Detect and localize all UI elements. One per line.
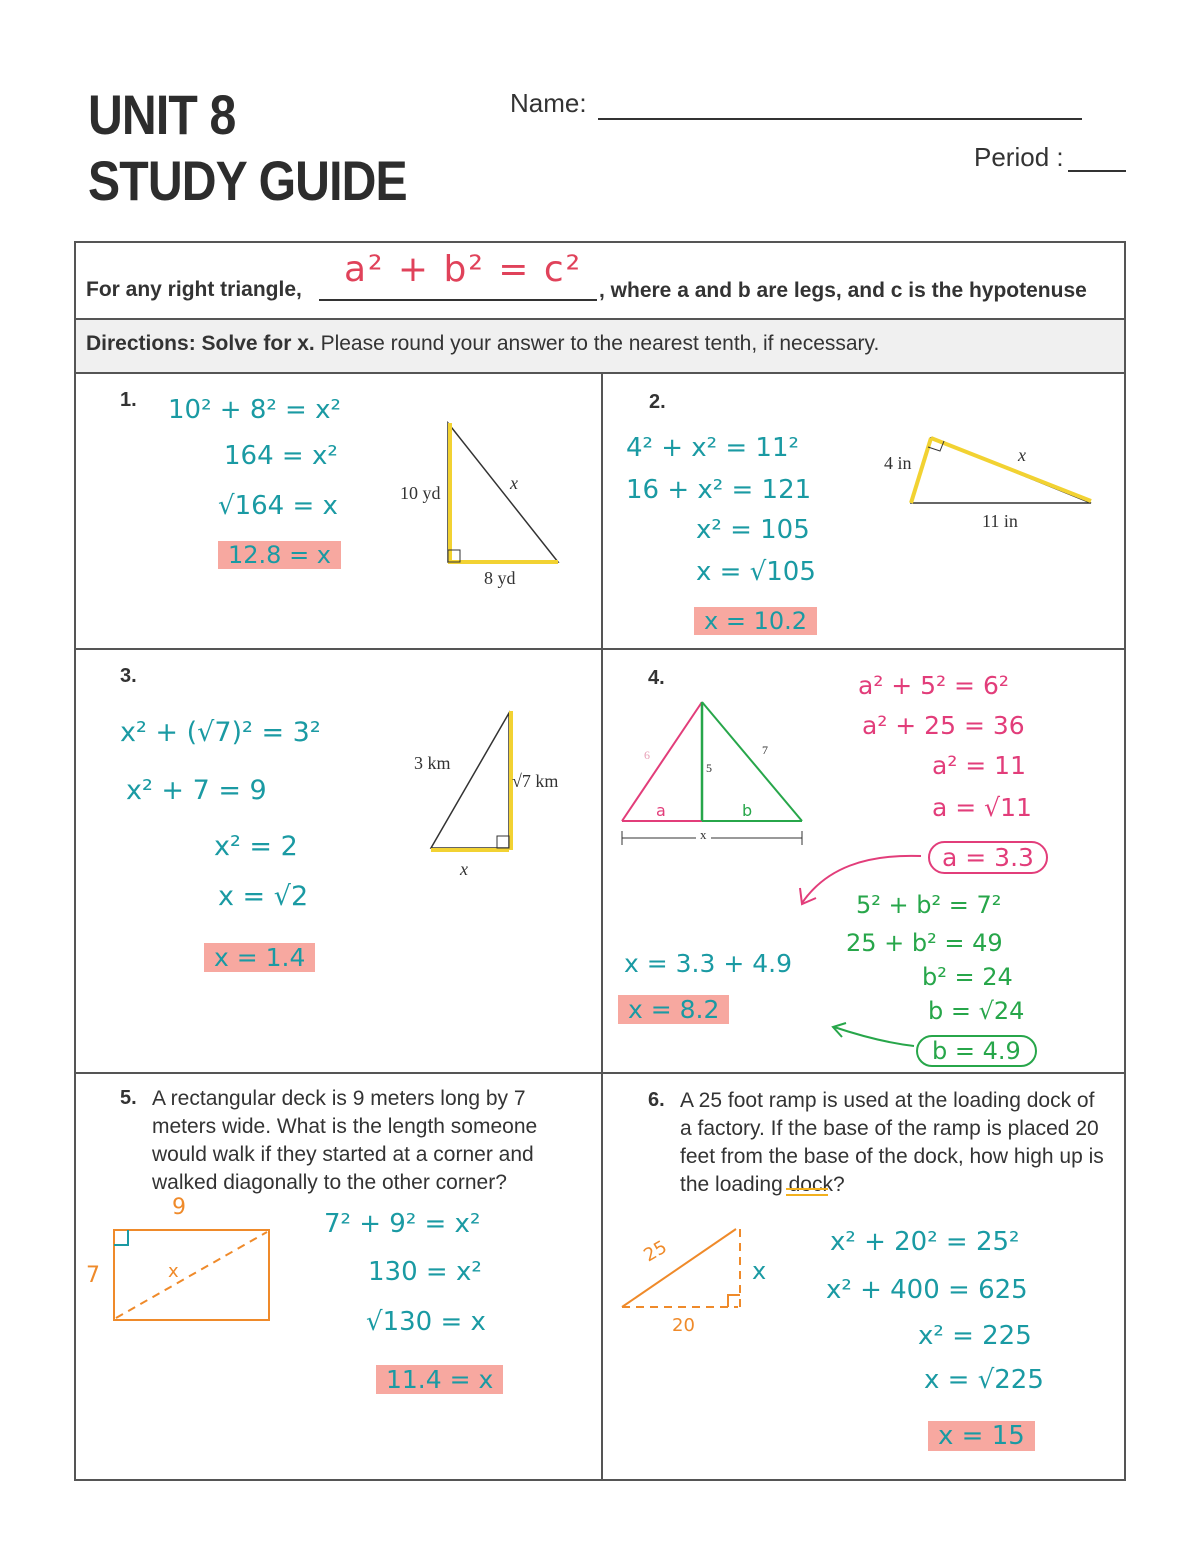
work-line: x² = 2 (214, 831, 298, 862)
work-line: x = √2 (218, 881, 309, 912)
side-label: 6 (644, 748, 650, 762)
period-label: Period : (974, 142, 1064, 172)
arrow-icon (828, 1021, 918, 1051)
work-line: x = √225 (924, 1365, 1044, 1395)
title-line-2: STUDY GUIDE (88, 149, 407, 212)
answer-highlight: x = 10.2 (694, 607, 817, 635)
side-label: √7 km (512, 771, 559, 791)
problem-number: 2. (649, 391, 666, 413)
work-line: 10² + 8² = x² (168, 395, 341, 425)
problem-number: 3. (120, 665, 137, 687)
grid-divider-row-2 (76, 1072, 1124, 1074)
grid-divider-row-1 (76, 648, 1124, 650)
work-line: 16 + x² = 121 (626, 475, 812, 505)
work-line: x² + 400 = 625 (826, 1275, 1028, 1305)
directions-bold: Directions: Solve for x. (86, 332, 315, 355)
problem-text: A rectangular deck is 9 meters long by 7 meters wide. What is the length someone would walk if they started at a corner and walked diagonally to the other corner? (152, 1087, 538, 1194)
formula-prefix: For any right triangle, (86, 278, 302, 301)
work-line: a² = 11 (932, 751, 1026, 780)
problem-number: 5. (120, 1087, 137, 1109)
grid-divider-vertical (601, 374, 603, 1481)
work-line: x² = 225 (918, 1321, 1032, 1351)
answer-highlight: 12.8 = x (218, 541, 341, 569)
work-line: 7² + 9² = x² (324, 1209, 481, 1239)
triangle-diagram (906, 433, 1096, 508)
work-line: b = √24 (928, 997, 1025, 1025)
side-label: b (742, 801, 753, 820)
work-line: x² + 7 = 9 (126, 775, 267, 806)
worksheet-table (74, 241, 1126, 1481)
work-line: x = 3.3 + 4.9 (624, 949, 792, 978)
side-label: 25 (640, 1236, 671, 1267)
side-label: 3 km (414, 753, 451, 773)
work-line: 5² + b² = 7² (856, 891, 1002, 919)
work-line: 25 + b² = 49 (846, 929, 1003, 957)
answer-highlight: 11.4 = x (376, 1365, 503, 1394)
formula-suffix: , where a and b are legs, and c is the hypotenuse (599, 279, 1087, 302)
side-label: x (696, 827, 711, 843)
work-line: a = √11 (932, 793, 1032, 822)
work-line: x² + (√7)² = 3² (120, 717, 321, 748)
side-label: a (656, 801, 666, 820)
directions-rest: Please round your answer to the nearest tenth, if necessary. (314, 332, 880, 355)
problem-number: 1. (120, 389, 137, 411)
problem-number: 4. (648, 667, 665, 689)
work-line: x² = 105 (696, 515, 810, 545)
work-line: b² = 24 (922, 963, 1013, 991)
side-label: 7 (86, 1263, 100, 1288)
directions-text (86, 332, 879, 356)
formula-row (76, 243, 1124, 320)
work-line: x = √105 (696, 557, 816, 587)
side-label: 11 in (982, 511, 1018, 531)
answer-highlight: x = 1.4 (204, 943, 315, 972)
underline-mark (784, 1185, 834, 1201)
directions-row (76, 320, 1124, 374)
triangle-diagram (616, 698, 811, 858)
triangle-diagram (616, 1223, 746, 1313)
work-line: 130 = x² (368, 1257, 482, 1287)
problem-text: A 25 foot ramp is used at the loading dock of a factory. If the base of the ramp is placed 20 feet from the base of the dock, how high up is the loading dock? (680, 1089, 1104, 1196)
work-line: x² + 20² = 25² (830, 1227, 1020, 1257)
side-label: 9 (172, 1195, 186, 1220)
triangle-diagram (426, 708, 516, 853)
side-label: 10 yd (400, 483, 441, 503)
page-title (88, 82, 407, 214)
name-field[interactable] (598, 118, 1082, 120)
name-label: Name: (510, 88, 587, 118)
answer-highlight: x = 8.2 (618, 995, 729, 1024)
answer-highlight: x = 15 (928, 1421, 1035, 1451)
answer-circle-b: b = 4.9 (916, 1035, 1037, 1067)
work-line: √130 = x (366, 1307, 486, 1337)
side-label: x (460, 859, 468, 879)
side-label: 7 (762, 743, 768, 757)
work-line: 4² + x² = 11² (626, 433, 799, 463)
work-line: √164 = x (218, 491, 338, 521)
problem-number: 6. (648, 1089, 665, 1111)
side-label: x (1018, 445, 1026, 465)
work-line: a² + 25 = 36 (862, 711, 1025, 740)
side-label: 20 (672, 1315, 695, 1336)
rectangle-diagram (106, 1225, 276, 1325)
formula-blank[interactable] (319, 299, 597, 301)
answer-circle-a: a = 3.3 (928, 841, 1048, 874)
side-label: x (510, 473, 518, 493)
work-line: 164 = x² (224, 441, 338, 471)
side-label: 4 in (884, 453, 912, 473)
title-line-1: UNIT 8 (88, 83, 236, 146)
side-label: x (752, 1257, 767, 1285)
side-label: x (168, 1261, 179, 1282)
triangle-diagram (436, 418, 566, 568)
period-field[interactable] (1068, 170, 1126, 172)
formula-answer: a² + b² = c² (344, 249, 583, 290)
work-line: a² + 5² = 6² (858, 671, 1009, 700)
side-label: 8 yd (484, 568, 516, 588)
side-label: 5 (706, 761, 712, 775)
